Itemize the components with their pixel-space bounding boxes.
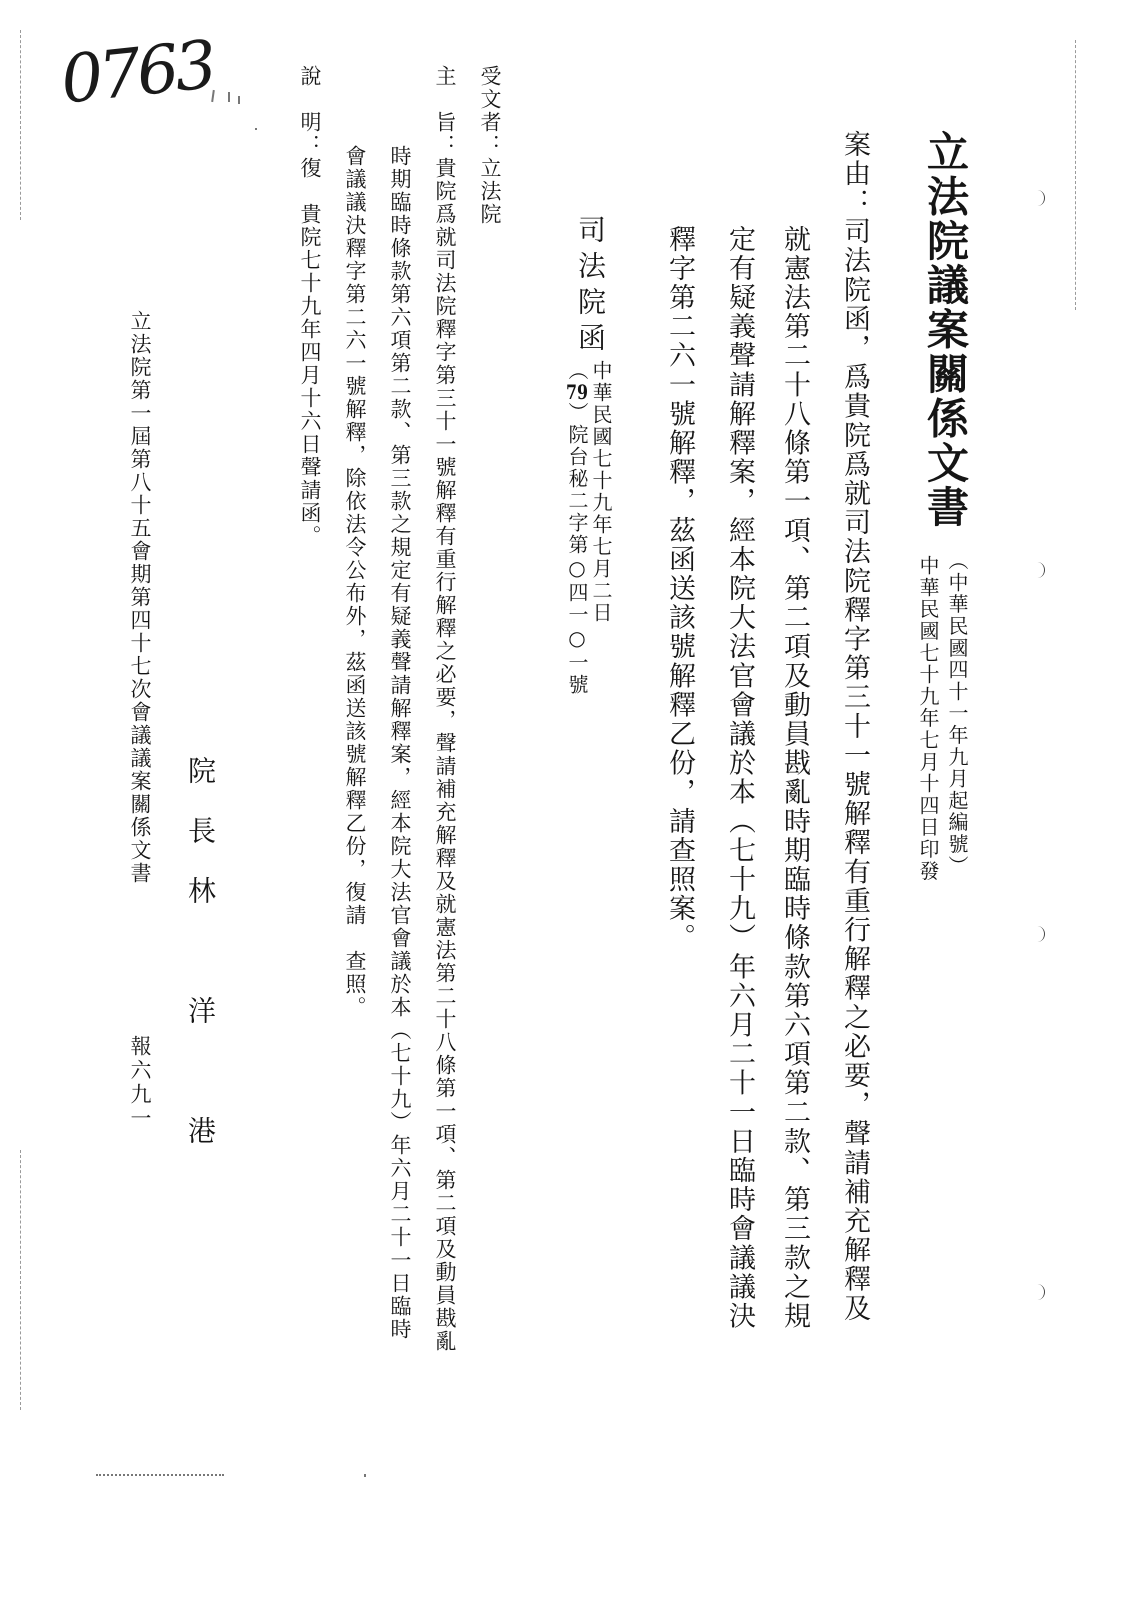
signatory-title: 院長 <box>184 756 217 876</box>
subject-line-2: 就憲法第二十八條第一項、第二項及動員戡亂時期臨時條款第六項第二款、第三款之規 <box>779 225 810 1331</box>
letter-reference-number <box>567 360 587 696</box>
ref-open: （ <box>565 360 589 382</box>
handwritten-file-number: 0763 <box>57 26 217 119</box>
title-note-numbering: （中華民國四十一年九月起編號） <box>945 550 969 877</box>
subject-line-3: 定有疑義聲請解釋案，經本院大法官會議於本（七十九）年六月二十一日臨時會議議決 <box>724 225 755 1331</box>
purport-line-3: 會議議決釋字第二六一號解釋，除依法令公布外，茲函送該號解釋乙份，復請 查照。 <box>343 145 367 1019</box>
scan-edge-right-top <box>1075 40 1076 310</box>
scan-speck <box>228 92 230 102</box>
scan-speck <box>238 96 240 104</box>
ref-year: 79 <box>566 382 588 402</box>
punch-hole-mark <box>1030 1284 1045 1300</box>
letter-sender: 司法院函 <box>574 215 607 359</box>
punch-hole-mark <box>1030 926 1045 942</box>
punch-hole-mark <box>1030 190 1045 206</box>
ref-rest: ）院台秘二字第○四一○一號 <box>565 402 589 696</box>
subject-line-4: 釋字第二六一號解釋，茲函送該號解釋乙份，請查照案。 <box>664 225 695 953</box>
document-title: 立法院議案關係文書 <box>921 130 970 530</box>
letter-recipient: 受文者：立法院 <box>478 65 502 226</box>
punch-hole-mark <box>1030 562 1045 578</box>
footer-series: 立法院第一屆第八十五會期第四十七次會議議案關係文書 <box>128 310 152 885</box>
scan-speck <box>364 1474 366 1477</box>
footer-report-number: 報六九一 <box>128 1035 152 1131</box>
scan-edge-left-top <box>20 30 21 220</box>
purport-line-2: 時期臨時條款第六項第二款、第三款之規定有疑義聲請解釋案，經本院大法官會議於本（七十九）年六月二十一日臨時 <box>388 145 412 1341</box>
subject-line-1: 案由：司法院函，爲貴院爲就司法院釋字第三十一號解釋有重行解釋之必要，聲請補充解釋及 <box>839 130 870 1324</box>
scan-speck <box>255 128 257 130</box>
signatory-name: 林洋港 <box>184 876 217 1236</box>
title-note-printed-date: 中華民國七十九年七月十四日印發 <box>916 555 940 882</box>
letter-date: 中華民國七十九年七月二日 <box>589 360 613 624</box>
letter-explanation: 說 明：復 貴院七十九年四月十六日聲請函。 <box>298 65 322 548</box>
purport-line-1: 主 旨：貴院爲就司法院釋字第三十一號解釋有重行解釋之必要，聲請補充解釋及就憲法第二十八條第一項、第二項及動員戡亂 <box>433 65 457 1353</box>
scan-dotted-line <box>96 1474 224 1476</box>
scan-edge-left-bottom <box>20 1150 21 1410</box>
